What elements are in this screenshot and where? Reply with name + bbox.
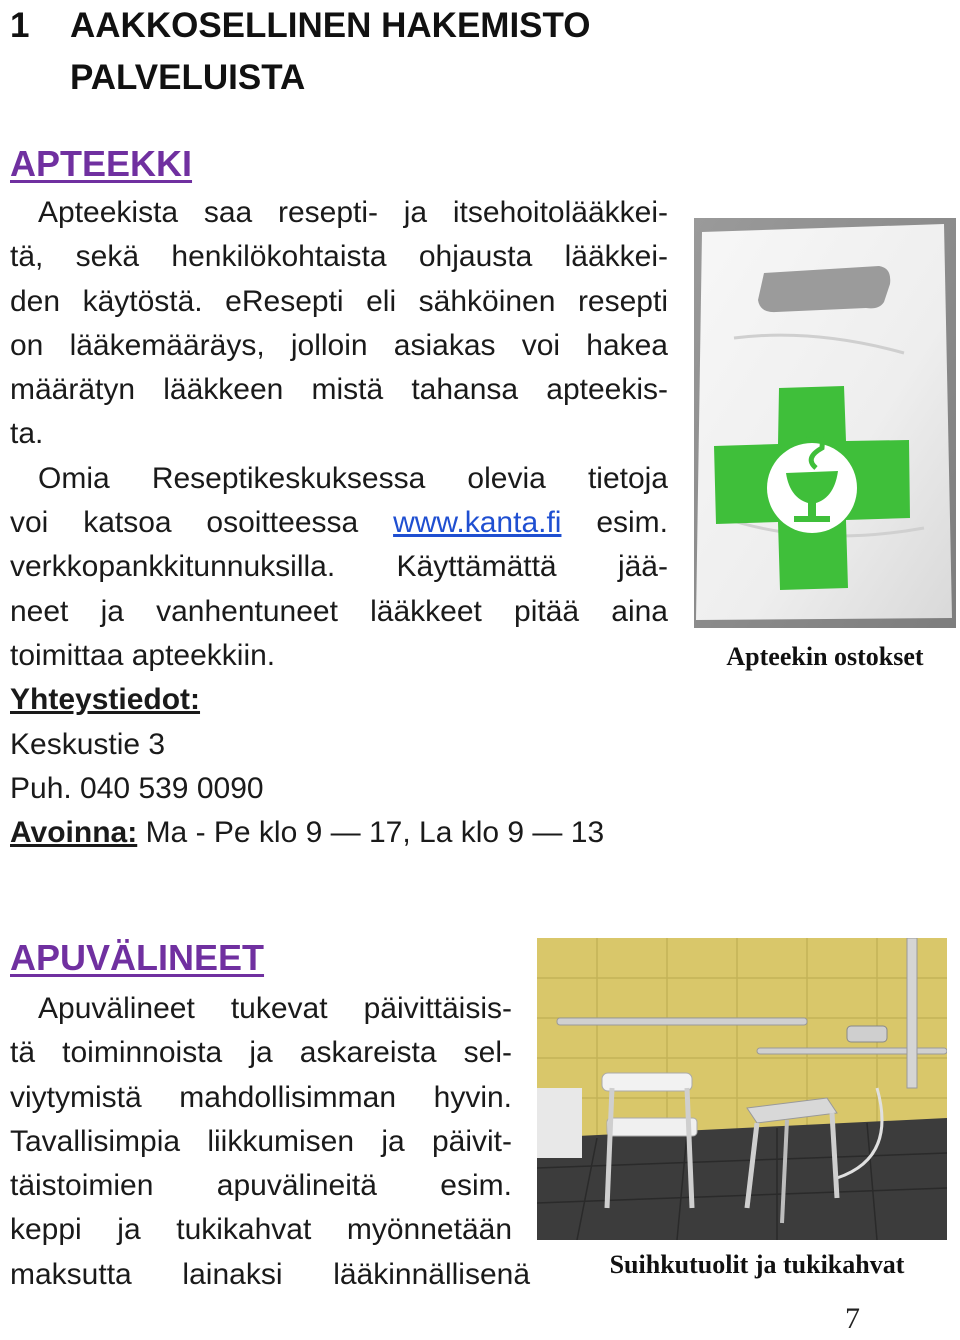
- body-text-fragment: esim.: [596, 506, 669, 540]
- kanta-link[interactable]: www.kanta.fi: [393, 506, 562, 540]
- body-line: maksutta lainaksi lääkinnällisenä: [10, 1257, 530, 1291]
- body-line: viytymistä mahdollisimman hyvin.: [10, 1080, 512, 1114]
- chapter-title-line2: PALVELUISTA: [70, 58, 306, 97]
- body-line: Tavallisimpia liikkumisen ja päivit-: [10, 1124, 512, 1158]
- body-line: Apuvälineet tukevat päivittäisis-: [38, 992, 512, 1025]
- apteekki-title: APTEEKKI: [10, 143, 193, 184]
- opening-hours: [10, 811, 668, 855]
- contact-label-text: Yhteystiedot:: [10, 683, 201, 717]
- body-line: tä toiminnoista ja askareista sel-: [10, 1036, 512, 1070]
- hours-label: Avoinna:: [10, 816, 138, 850]
- hours-text: Ma - Pe klo 9 — 17, La klo 9 — 13: [137, 816, 605, 850]
- chapter-heading: [10, 0, 591, 104]
- page-number: 7: [845, 1302, 860, 1335]
- chapter-title-line1: AAKKOSELLINEN HAKEMISTO: [70, 6, 591, 45]
- body-line: Apteekista saa resepti- ja itsehoitolääkkei-: [38, 196, 668, 229]
- address: Keskustie 3: [10, 727, 166, 761]
- body-line: den käytöstä. eResepti eli sähköinen resepti: [10, 284, 668, 318]
- body-line: on lääkemääräys, jolloin asiakas voi hakea: [10, 328, 668, 362]
- shower-photo-caption: Suihkutuolit ja tukikahvat: [609, 1250, 905, 1279]
- apteekki-body: [10, 191, 668, 855]
- body-line: neet ja vanhentuneet lääkkeet pitää aina: [10, 594, 668, 628]
- pharmacy-bag-photo: [694, 218, 956, 628]
- body-line: ta.: [10, 417, 44, 451]
- body-line: määrätyn lääkkeen mistä tahansa apteekis-: [10, 373, 668, 407]
- chapter-number: 1: [10, 6, 30, 45]
- body-line: keppi ja tukikahvat myönnetään: [10, 1213, 512, 1247]
- body-line: verkkopankkitunnuksilla. Käyttämättä jää-: [10, 550, 668, 584]
- pharmacy-photo-caption: Apteekin ostokset: [726, 642, 924, 671]
- apuvalineet-title: APUVÄLINEET: [10, 937, 265, 978]
- body-text-fragment: voi katsoa osoitteessa: [10, 506, 359, 540]
- shower-chairs-photo: [537, 938, 947, 1240]
- apuvalineet-body: [10, 987, 530, 1297]
- phone: Puh. 040 539 0090: [10, 771, 264, 805]
- pharmacy-bag-image: [694, 218, 956, 628]
- shower-chairs-image: [537, 938, 947, 1240]
- body-line: Omia Reseptikeskuksessa olevia tietoja: [38, 461, 668, 495]
- body-line: toimittaa apteekkiin.: [10, 638, 276, 672]
- body-line: tä, sekä henkilökohtaista ohjausta lääkkei-: [10, 240, 668, 274]
- contact-label: [10, 678, 668, 722]
- body-line-with-link: [10, 501, 668, 545]
- body-line: täistoimien apuvälineitä esim.: [10, 1169, 512, 1203]
